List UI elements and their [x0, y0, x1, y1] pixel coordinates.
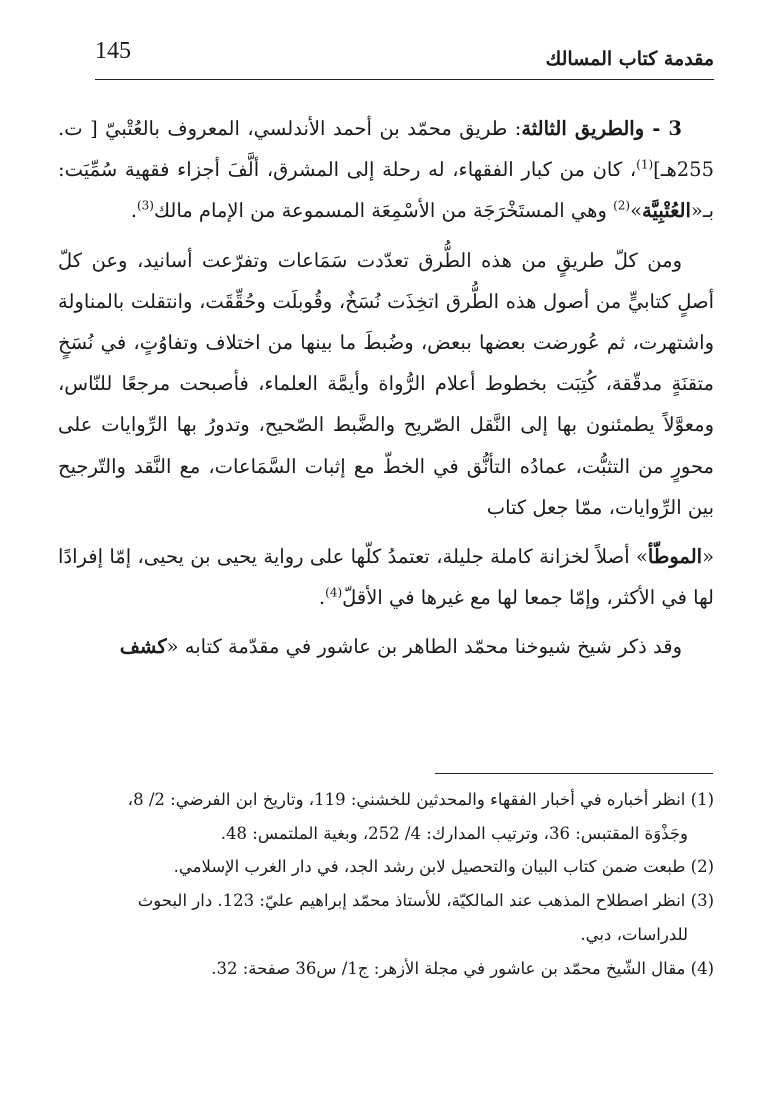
- text-run: : طريق محمّد بن أحمد الأندلسي، المعروف بالعُتْبيّ [ ت. 255هـ]: [58, 117, 714, 182]
- book-title-kashf: كشف: [119, 635, 167, 659]
- book-title-muwatta: الموطّأ: [647, 545, 703, 569]
- paragraph-transmission: ومن كلّ طريقٍ من هذه الطُّرق تعدّدت سَمَاعات وتفرّعت أسانيد، وعن كلّ أصلٍ كتابيٍّ من أصول هذه الطُّرق اتخِذَت نُسَخٌ، وقُوبلَت وحُقِّقَت، وانتقلت بالمناولة واشتهرت، ثم عُورضت بعضها ببعض، وضُبطَ ما بينها من اختلاف وتفاوُتٍ، في نُسَخٍ متقنَةٍ مدقّقة، كُتِبَت بخطوط أعلام الرُّواة وأيمَّة العلماء، فأصبحت مرجعًا للنّاس، ومعوَّلاً يطمئنون بها إلى النَّقل الصّريح والضَّبط الصّحيح، وتدورُ بها الرِّوايات على محورٍ من التثبُّت، عمادُه التأنُّق في الخطّ مع إثبات السَّمَاعات، مع النَّقد والتّرجيح بين الرِّوايات، ممّا جعل كتاب: [58, 248, 714, 519]
- footnote-4: (4) مقال الشّيخ محمّد بن عاشور في مجلة الأزهر: ج1/ س36 صفحة: 32.: [211, 958, 714, 978]
- section-heading: 3 - والطريق الثالثة: [521, 117, 682, 140]
- footnote-3-continued: للدراسات، دبي.: [580, 924, 688, 944]
- paragraph-third-path: [58, 108, 714, 232]
- footnote-1-continued: وجَذْوَة المقتبس: 36، وترتيب المدارك: 4/ 252، وبغية الملتمس: 48.: [220, 823, 688, 843]
- text-run: .: [130, 199, 137, 223]
- footnote-ref-3[interactable]: (3): [136, 198, 154, 213]
- main-text: [58, 108, 714, 668]
- text-run: » أصلاً لخزانة كاملة جليلة، تعتمدُ كلّها على رواية يحيى بن يحيى، إمّا إفرادًا لها في الأكثر، وإمّا جمعا لها مع غيرها في الأقلّ: [58, 545, 714, 610]
- page-number: 145: [95, 38, 131, 64]
- text-run: .: [318, 586, 326, 610]
- footnote-ref-2[interactable]: (2): [613, 198, 631, 213]
- running-title: مقدمة كتاب المسالك: [545, 48, 714, 70]
- footnote-ref-1[interactable]: (1): [636, 157, 654, 172]
- book-title-utbiyya: العُتْبِيَّة: [642, 199, 691, 223]
- text-run: «: [702, 545, 714, 569]
- footnote-2: (2) طبعت ضمن كتاب البيان والتحصيل لابن رشد الجد، في دار الغرب الإسلامي.: [173, 857, 714, 877]
- text-run: »: [630, 199, 643, 223]
- paragraph-ibn-ashur: [58, 626, 714, 667]
- footnote-separator: [435, 773, 713, 774]
- text-run: وهي المستَخْرَجَة من الأسْمِعَة المسموعة من الإمام مالك: [153, 199, 614, 223]
- footnotes: [58, 783, 714, 985]
- page-header: [95, 38, 714, 80]
- paragraph-muwatta: [58, 536, 714, 618]
- text-run: وقد ذكر شيخ شيوخنا محمّد الطاهر بن عاشور في مقدّمة كتابه «: [166, 635, 682, 659]
- footnote-3: (3) انظر اصطلاح المذهب عند المالكيّة، للأستاذ محمّد إبراهيم عليّ: 123. دار البحوث: [137, 891, 714, 911]
- footnote-ref-4[interactable]: (4): [325, 585, 343, 600]
- footnote-1: (1) انظر أخباره في أخبار الفقهاء والمحدثين للخشني: 119، وتاريخ ابن الفرضي: 2/ 8،: [127, 790, 714, 809]
- text-run: ، كان من كبار الفقهاء، له رحلة إلى المشرق، ألَّفَ أجزاء فقهية سُمِّيَت: بـ«: [58, 158, 714, 223]
